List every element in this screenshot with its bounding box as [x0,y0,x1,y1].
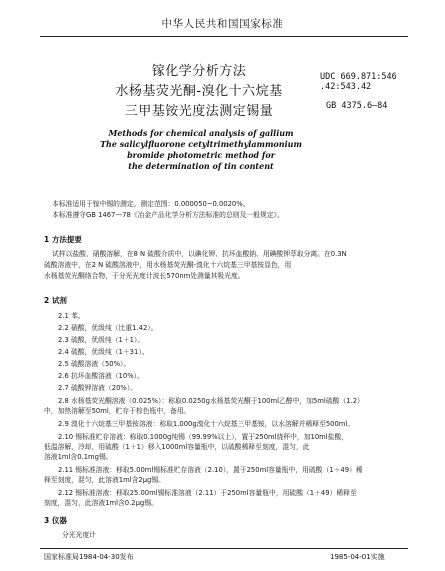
title-line-3: 三甲基铵光度法测定锡量 [124,104,274,119]
section-1-title: 1 方法提要 [44,235,82,244]
reagent-item-cont: 溶液1ml含0.1mg锡。 [44,453,113,461]
gb-number: GB 4375.6—84 [326,101,388,111]
header-divider [40,36,408,37]
reagent-item: 2.3 硫酸，优级纯（1＋1）。 [58,336,145,344]
footer-issued: 国家标准局1984-04-30发布 [44,553,134,561]
reagent-item-cont: 中，加热溶解至50ml，贮存于棕色瓶中，备用。 [44,407,191,415]
title-line-1: 镓化学分析方法 [151,64,247,79]
reagent-item: 2.12 锡标准溶液：移取25.00ml锡标准溶液（2.11）于250ml容量瓶中，用硫酸（1＋49）稀释至 [58,489,357,497]
reagent-item: 2.7 硫酸钾溶液（20%）。 [58,384,138,392]
intro-line-2: 本标准遵守GB 1467—78《冶金产品化学分析方法标准的总则及一般规定》。 [52,211,284,219]
section-3-title: 3 仪器 [44,516,67,525]
reagent-item: 2.2 硝酸，优级纯（比重1.42）。 [58,324,158,332]
english-title-1: Methods for chemical analysis of gallium [108,128,294,138]
reagent-item: 2.9 溴化十六烷基三甲基铵溶液：称取1.000g溴化十六烷基三甲基铵，以水溶解并稀释至500ml。 [58,420,355,428]
reagent-item: 2.11 锡标准溶液：移取5.00ml锡标准贮存溶液（2.10），置于250ml容量瓶中，用硫酸（1＋49）稀 [58,466,363,474]
reagent-item-cont: 释至刻度，混匀，此溶液1ml含2μg锡。 [44,476,165,484]
reagent-item: 2.5 硫酸溶液（50%）。 [58,360,131,368]
section-2-title: 2 试剂 [44,296,67,305]
english-title-2: The salicylfluorone cetyltrimethylammonium [100,139,302,149]
udc-code-1: UDC 669.871:546 [320,72,397,82]
reagent-item-cont: 刻度，混匀，此溶液1ml含0.2μg锡。 [44,499,158,507]
title-line-2: 水杨基荧光酮-溴化十六烷基 [115,84,283,99]
section-1-line-2: 硫酸溶液中，在2 N 硫酸溶液中，用水杨基荧光酮-溴化十六烷基三甲基铵显色，用 [44,261,292,269]
footer-divider [40,548,408,549]
udc-code-2: .42:543.42 [320,82,372,92]
footer-effective: 1985-04-01实施 [330,553,385,561]
section-1-line-3: 水杨基荧光酮络合物，于分光光度计波长570nm处测量其吸光度。 [44,272,245,280]
reagent-item: 2.6 抗坏血酸溶液（10%）。 [58,372,144,380]
intro-line-1: 本标准适用于镓中锡的测定。测定范围：0.000050~0.0020%。 [52,200,250,208]
reagent-item: 2.4 硫酸，优级纯（1＋31）。 [58,348,149,356]
reagent-item: 2.10 锡标准贮存溶液：称取0.1000g纯锡（99.99%以上），置于250ml烧杯中，加10ml盐酸， [58,433,349,441]
reagent-item: 2.8 水杨基荧光酮溶液（0.025%）：称取0.0250g水杨基荧光酮于100ml乙醇中，加5ml硫酸（1.2） [58,397,364,405]
reagent-item-cont: 低温溶解，冷却，用硫酸（1＋1）移入1000ml容量瓶中，以硫酸稀释至刻度，混匀，此 [44,443,310,451]
section-1-line-1: 试样以盐酸、硝酸溶解，在8 N 硫酸介质中，以碘化钾、抗坏血酸钠、用碘酸钾萃取分离。在0.3N [52,250,347,258]
section-3-text: 分光光度计 [62,531,96,539]
reagent-item: 2.1 苯。 [58,312,85,320]
english-title-4: the determination of tin content [128,161,274,171]
english-title-3: bromide photometric method for [127,150,275,160]
standard-header: 中华人民共和国国家标准 [161,18,284,30]
